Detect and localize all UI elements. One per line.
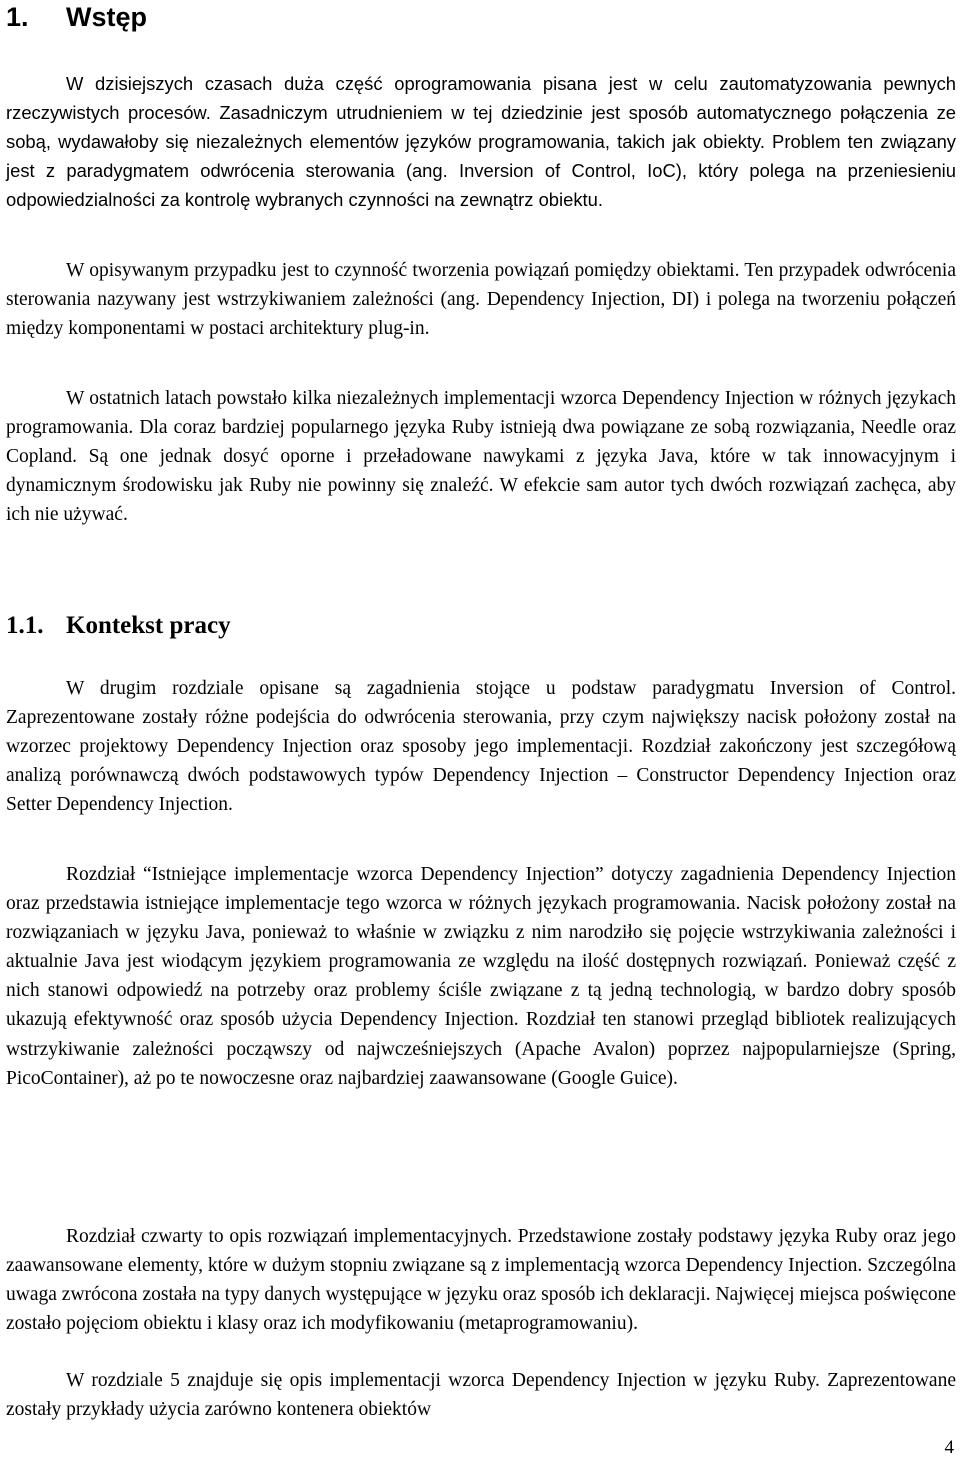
section-number: 1.1. [6,612,44,639]
context-paragraph-1: W drugim rozdziale opisane są zagadnienia stojące u podstaw paradygmatu Inversion of Control. Zaprezentowane zostały różne podejścia do odwrócenia sterowania, przy czym największy nacisk położony został na wzorzec projektowy Dependency Injection oraz sposoby jego implementacji. Rozdział zakończony jest szczegółową analizą porównawczą dwóch podstawowych typów Dependency Injection – Constructor Dependency Injection oraz Setter Dependency Injection. [6,678,956,816]
intro-paragraph-2: W opisywanym przypadku jest to czynność tworzenia powiązań pomiędzy obiektami. Ten przypadek odwrócenia sterowania nazywany jest wstrzykiwaniem zależności (ang. Dependency Injection, DI) i polega na tworzeniu połączeń między komponentami w postaci architektury plug-in. [6,260,956,340]
context-paragraph-2: Rozdział “Istniejące implementacje wzorca Dependency Injection” dotyczy zagadnienia Dependency Injection oraz przedstawia istniejące implementacje tego wzorca w różnych językach programowania. Nacisk położony został na rozwiązaniach w języku Java, ponieważ to właśnie w związku z nim narodziło się pojęcie wstrzykiwania zależności i aktualnie Java jest wiodącym językiem programowania ze względu na ilość dostępnych rozwiązań. Ponieważ część z nich stanowi odpowiedź na potrzeby oraz problemy ściśle związane z tą jedną technologią, w bardzo dobry sposób ukazują efektywność oraz sposób użycia Dependency Injection. Rozdział ten stanowi przegląd bibliotek realizujących wstrzykiwanie zależności począwszy od najwcześniejszych (Apache Avalon) poprzez najpopularniejsze (Spring, PicoContainer), aż po te nowoczesne oraz najbardziej zaawansowane (Google Guice). [6,864,956,1089]
context-paragraph-4: W rozdziale 5 znajduje się opis implementacji wzorca Dependency Injection w języku Ruby. Zaprezentowane zostały przykłady użycia zarówno kontenera obiektów [6,1370,956,1421]
chapter-number: 1. [6,2,29,32]
section-title: Kontekst pracy [66,612,231,639]
intro-paragraph-1: W dzisiejszych czasach duża część oprogramowania pisana jest w celu zautomatyzowania pewnych rzeczywistych procesów. Zasadniczym utrudnieniem w tej dziedzinie jest sposób automatycznego połączenia ze sobą, wydawałoby się niezależnych elementów języków programowania, takich jak obiekty. Problem ten związany jest z paradygmatem odwrócenia sterowania (ang. Inversion of Control, IoC), który polega na przeniesieniu odpowiedzialności za kontrolę wybranych czynności na zewnątrz obiektu. [6,73,956,211]
context-paragraph-3: Rozdział czwarty to opis rozwiązań implementacyjnych. Przedstawione zostały podstawy języka Ruby oraz jego zaawansowane elementy, które w dużym stopniu związane są z implementacją wzorca Dependency Injection. Szczególna uwaga zwrócona została na typy danych występujące w języku oraz sposób ich deklaracji. Najwięcej miejsca poświęcone zostało pojęciom obiektu i klasy oraz ich modyfikowaniu (metaprogramowaniu). [6,1226,956,1335]
section-heading [6,610,231,642]
intro-paragraph-3: W ostatnich latach powstało kilka niezależnych implementacji wzorca Dependency Injection w różnych językach programowania. Dla coraz bardziej popularnego języka Ruby istnieją dwa powiązane ze sobą rozwiązania, Needle oraz Copland. Są one jednak dosyć oporne i przeładowane nawykami z języka Java, które w tak innowacyjnym i dynamicznym środowisku jak Ruby nie powinny się znaleźć. W efekcie sam autor tych dwóch rozwiązań zachęca, aby ich nie używać. [6,388,956,526]
chapter-title: Wstęp [66,2,147,32]
page-number: 4 [944,1437,954,1458]
chapter-heading [6,0,147,34]
